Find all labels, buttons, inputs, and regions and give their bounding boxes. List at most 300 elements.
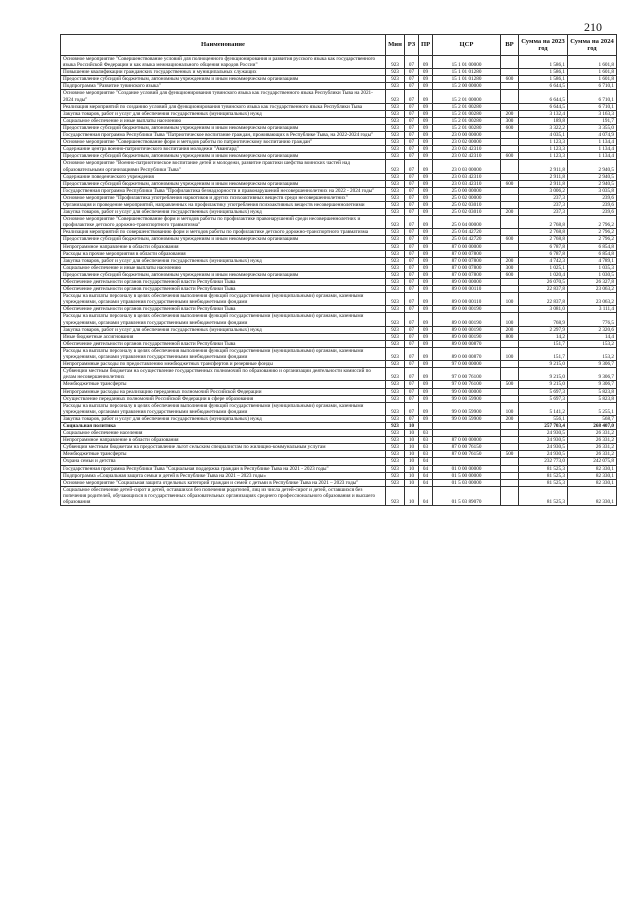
cell-pr: 09 xyxy=(419,271,433,278)
cell-vr: 200 xyxy=(501,110,519,117)
cell-sum-2023: 5 141,2 xyxy=(519,402,568,415)
cell-name: Предоставление субсидий бюджетным, автономным учреждениям и иным некоммерческим организациям xyxy=(61,236,386,243)
cell-name: Непрограммные расходы на реализацию переданных полномочий Российской Федерации xyxy=(61,388,386,395)
cell-sum-2024: 2 796,2 xyxy=(568,236,617,243)
cell-rz: 07 xyxy=(405,83,419,90)
budget-table xyxy=(60,34,617,506)
cell-name: Основное мероприятие "Совершенствование условий для полноценного функционирования и развития русского языка как государственного языка Российской Федерации и как языка межнационального общения народов России" xyxy=(61,56,386,69)
cell-min: 923 xyxy=(386,229,405,236)
cell-sum-2024: 6 854,8 xyxy=(568,243,617,250)
cell-sum-2023: 24 930,5 xyxy=(519,437,568,444)
table-row xyxy=(61,110,617,117)
cell-vr xyxy=(501,216,519,229)
cell-sum-2023: 24 930,5 xyxy=(519,444,568,451)
cell-name: Подпрограмма "Развитие тувинского языка" xyxy=(61,83,386,90)
cell-rz: 07 xyxy=(405,340,419,347)
cell-sum-2024: 9 306,7 xyxy=(568,381,617,388)
cell-sum-2024: 1 601,8 xyxy=(568,76,617,83)
cell-sum-2023: 1 020,4 xyxy=(519,271,568,278)
cell-sum-2023: 189,8 xyxy=(519,117,568,124)
table-row xyxy=(61,146,617,153)
cell-sum-2024: 2 940,5 xyxy=(568,173,617,180)
cell-name: Основное мероприятие "Совершенствование форм и методов работы по патриотическому воспитанию граждан" xyxy=(61,139,386,146)
cell-name: Расходы на выплаты персоналу в целях обеспечения выполнения функций государственными (муниципальными) органами, казенными учреждениями, органами управления государственными внебюджетными фондами xyxy=(61,293,386,306)
cell-rz: 10 xyxy=(405,458,419,465)
cell-pr: 09 xyxy=(419,368,433,381)
cell-sum-2024: 26 331,2 xyxy=(568,430,617,437)
cell-name: Предоставление субсидий бюджетным, автономным учреждениям и иным некоммерческим организациям xyxy=(61,180,386,187)
cell-csr: 89 0 00 00110 xyxy=(433,293,501,306)
cell-csr: 23 0 02 00000 xyxy=(433,139,501,146)
cell-sum-2024: 5 823,8 xyxy=(568,395,617,402)
cell-vr: 200 xyxy=(501,209,519,216)
cell-sum-2023: 5 697,3 xyxy=(519,388,568,395)
table-row xyxy=(61,236,617,243)
cell-csr: 87 0 00 07800 xyxy=(433,250,501,257)
cell-pr: 09 xyxy=(419,243,433,250)
cell-sum-2023: 9 215,0 xyxy=(519,368,568,381)
cell-pr: 09 xyxy=(419,279,433,286)
cell-sum-2023: 6 787,8 xyxy=(519,250,568,257)
cell-sum-2024: 1 134,4 xyxy=(568,139,617,146)
cell-sum-2024: 568,7 xyxy=(568,415,617,422)
cell-csr: 89 0 00 00870 xyxy=(433,340,501,347)
cell-sum-2024: 23 063,2 xyxy=(568,286,617,293)
cell-name: Иные бюджетные ассигнования xyxy=(61,333,386,340)
cell-sum-2024: 191,7 xyxy=(568,117,617,124)
cell-sum-2024: 1 601,8 xyxy=(568,69,617,76)
cell-pr: 09 xyxy=(419,132,433,139)
cell-sum-2024: 3 111,4 xyxy=(568,306,617,313)
cell-rz: 07 xyxy=(405,293,419,306)
cell-pr: 03 xyxy=(419,437,433,444)
cell-sum-2023: 2 297,9 xyxy=(519,326,568,333)
cell-sum-2023: 2 768,8 xyxy=(519,216,568,229)
cell-pr: 03 xyxy=(419,451,433,458)
cell-sum-2024: 5 255,1 xyxy=(568,402,617,415)
cell-pr xyxy=(419,422,433,429)
cell-vr xyxy=(501,173,519,180)
cell-name: Закупка товаров, работ и услуг для обеспечения государственных (муниципальных) нужд xyxy=(61,110,386,117)
cell-csr: 25 0 02 00000 xyxy=(433,194,501,201)
cell-rz: 07 xyxy=(405,194,419,201)
cell-min: 923 xyxy=(386,333,405,340)
cell-csr: 99 0 00 59900 xyxy=(433,415,501,422)
cell-sum-2024: 4 074,9 xyxy=(568,132,617,139)
cell-vr xyxy=(501,286,519,293)
table-row xyxy=(61,250,617,257)
cell-sum-2024: 2 796,2 xyxy=(568,229,617,236)
cell-vr: 600 xyxy=(501,236,519,243)
cell-vr xyxy=(501,437,519,444)
cell-vr xyxy=(501,368,519,381)
cell-pr: 09 xyxy=(419,402,433,415)
cell-sum-2024: 242 075,8 xyxy=(568,458,617,465)
cell-rz: 07 xyxy=(405,76,419,83)
cell-rz: 07 xyxy=(405,243,419,250)
cell-sum-2023: 22 837,8 xyxy=(519,286,568,293)
cell-csr: 25 0 04 42720 xyxy=(433,229,501,236)
cell-pr: 09 xyxy=(419,187,433,194)
cell-sum-2024: 1 030,5 xyxy=(568,271,617,278)
cell-name: Расходы на выплаты персоналу в целях обеспечения выполнения функций государственными (муниципальными) органами, казенными учреждениями, органами управления государственными внебюджетными фондами xyxy=(61,402,386,415)
cell-pr: 09 xyxy=(419,388,433,395)
cell-pr: 09 xyxy=(419,160,433,173)
cell-pr: 09 xyxy=(419,264,433,271)
cell-sum-2023: 81 525,3 xyxy=(519,472,568,479)
cell-min: 923 xyxy=(386,209,405,216)
cell-vr xyxy=(501,146,519,153)
cell-sum-2024: 1 601,8 xyxy=(568,56,617,69)
cell-rz: 07 xyxy=(405,388,419,395)
cell-min: 923 xyxy=(386,395,405,402)
table-row xyxy=(61,306,617,313)
cell-min: 923 xyxy=(386,124,405,131)
cell-csr: 25 0 04 00000 xyxy=(433,216,501,229)
cell-min: 923 xyxy=(386,90,405,103)
cell-vr xyxy=(501,69,519,76)
cell-vr: 100 xyxy=(501,347,519,360)
cell-name: Социальное обеспечение детей-сирот и детей, оставшихся без попечения родителей, лиц из числа детей-сирот и детей, оставшихся без попечения родителей, обучающихся в государственных образовательных организациях среднего профессионального образования и высшего образования xyxy=(61,486,386,505)
cell-pr: 09 xyxy=(419,216,433,229)
cell-vr: 200 xyxy=(501,326,519,333)
cell-pr: 09 xyxy=(419,333,433,340)
cell-rz: 07 xyxy=(405,306,419,313)
cell-min: 923 xyxy=(386,361,405,368)
table-row xyxy=(61,479,617,486)
cell-pr: 09 xyxy=(419,117,433,124)
cell-csr: 15 2 01 00280 xyxy=(433,103,501,110)
cell-sum-2023: 24 930,5 xyxy=(519,451,568,458)
cell-csr: 97 0 00 76100 xyxy=(433,381,501,388)
cell-min: 923 xyxy=(386,56,405,69)
cell-sum-2023: 1 123,3 xyxy=(519,153,568,160)
cell-pr: 03 xyxy=(419,430,433,437)
cell-sum-2023: 2 768,8 xyxy=(519,236,568,243)
table-row xyxy=(61,103,617,110)
table-row xyxy=(61,243,617,250)
cell-rz: 10 xyxy=(405,444,419,451)
cell-pr: 09 xyxy=(419,286,433,293)
cell-sum-2023: 6 644,5 xyxy=(519,83,568,90)
cell-rz: 07 xyxy=(405,180,419,187)
cell-min: 923 xyxy=(386,293,405,306)
cell-sum-2024: 26 327,8 xyxy=(568,279,617,286)
cell-sum-2024: 6 710,1 xyxy=(568,90,617,103)
cell-min: 923 xyxy=(386,430,405,437)
cell-sum-2024: 6 710,1 xyxy=(568,83,617,90)
cell-sum-2023: 237,3 xyxy=(519,201,568,208)
table-row xyxy=(61,76,617,83)
table-row xyxy=(61,69,617,76)
cell-vr: 100 xyxy=(501,402,519,415)
cell-vr xyxy=(501,201,519,208)
col-header-vr: ВР xyxy=(501,35,519,56)
cell-rz: 07 xyxy=(405,110,419,117)
cell-sum-2023: 1 123,3 xyxy=(519,139,568,146)
cell-min: 923 xyxy=(386,146,405,153)
cell-rz: 07 xyxy=(405,132,419,139)
cell-name: Государственная программа Республики Тыва "Социальная поддержка граждан в Республике Тыва на 2021 - 2023 годы" xyxy=(61,465,386,472)
cell-csr: 01 5 00 00000 xyxy=(433,472,501,479)
cell-csr: 89 0 00 00190 xyxy=(433,333,501,340)
cell-pr: 09 xyxy=(419,90,433,103)
cell-pr: 09 xyxy=(419,124,433,131)
cell-min: 923 xyxy=(386,180,405,187)
cell-rz: 07 xyxy=(405,173,419,180)
cell-sum-2023: 2 911,8 xyxy=(519,180,568,187)
cell-min: 923 xyxy=(386,279,405,286)
cell-pr: 09 xyxy=(419,194,433,201)
cell-vr xyxy=(501,430,519,437)
cell-rz: 07 xyxy=(405,313,419,326)
cell-rz: 10 xyxy=(405,479,419,486)
cell-rz: 07 xyxy=(405,286,419,293)
table-row xyxy=(61,139,617,146)
cell-rz: 10 xyxy=(405,465,419,472)
cell-vr: 500 xyxy=(501,381,519,388)
table-row xyxy=(61,229,617,236)
cell-csr: 01 5 03 00000 xyxy=(433,479,501,486)
table-row xyxy=(61,465,617,472)
col-header-rz: РЗ xyxy=(405,35,419,56)
table-row xyxy=(61,257,617,264)
cell-name: Закупка товаров, работ и услуг для обеспечения государственных (муниципальных) нужд xyxy=(61,415,386,422)
cell-csr: 87 0 00 76150 xyxy=(433,444,501,451)
cell-vr xyxy=(501,250,519,257)
cell-csr: 99 0 00 59900 xyxy=(433,395,501,402)
cell-sum-2024: 23 063,2 xyxy=(568,293,617,306)
cell-pr: 03 xyxy=(419,444,433,451)
table-row xyxy=(61,279,617,286)
col-header-name: Наименование xyxy=(61,35,386,56)
cell-sum-2024: 82 330,1 xyxy=(568,486,617,505)
cell-csr: 87 0 00 07800 xyxy=(433,271,501,278)
cell-csr: 25 0 00 00000 xyxy=(433,187,501,194)
cell-min: 923 xyxy=(386,306,405,313)
cell-pr: 09 xyxy=(419,110,433,117)
table-row xyxy=(61,422,617,429)
cell-rz: 07 xyxy=(405,216,419,229)
cell-csr: 01 5 03 89070 xyxy=(433,486,501,505)
cell-name: Социальное обеспечение и иные выплаты населению xyxy=(61,264,386,271)
cell-pr: 09 xyxy=(419,180,433,187)
cell-min: 923 xyxy=(386,444,405,451)
cell-name: Основное мероприятие "Социальная защита отдельных категорий граждан и семей с детьми в Республике Тыва на 2021 – 2023 годы" xyxy=(61,479,386,486)
cell-pr: 09 xyxy=(419,293,433,306)
cell-min: 923 xyxy=(386,326,405,333)
cell-pr: 09 xyxy=(419,146,433,153)
cell-csr: 15 1 01 01280 xyxy=(433,76,501,83)
cell-rz: 10 xyxy=(405,451,419,458)
cell-sum-2023: 9 215,0 xyxy=(519,361,568,368)
cell-name: Реализация мероприятий по созданию условий для функционирования тувинского языка как государственного языка Республики Тыва xyxy=(61,103,386,110)
cell-vr xyxy=(501,361,519,368)
cell-pr: 09 xyxy=(419,173,433,180)
cell-rz: 07 xyxy=(405,153,419,160)
cell-min: 923 xyxy=(386,83,405,90)
cell-sum-2023: 768,9 xyxy=(519,313,568,326)
cell-sum-2024: 2 940,5 xyxy=(568,180,617,187)
table-row xyxy=(61,486,617,505)
cell-rz: 10 xyxy=(405,486,419,505)
table-body xyxy=(61,56,617,506)
cell-sum-2023: 3 081,0 xyxy=(519,306,568,313)
cell-pr: 09 xyxy=(419,395,433,402)
cell-csr: 87 0 00 00000 xyxy=(433,243,501,250)
cell-rz: 07 xyxy=(405,361,419,368)
cell-vr xyxy=(501,229,519,236)
cell-min: 923 xyxy=(386,486,405,505)
cell-min: 923 xyxy=(386,243,405,250)
cell-sum-2023: 237,3 xyxy=(519,194,568,201)
cell-sum-2024: 268 407,0 xyxy=(568,422,617,429)
cell-sum-2023: 2 911,8 xyxy=(519,173,568,180)
col-header-csr: ЦСР xyxy=(433,35,501,56)
cell-csr: 25 0 02 03010 xyxy=(433,209,501,216)
cell-vr xyxy=(501,103,519,110)
table-row xyxy=(61,153,617,160)
cell-vr xyxy=(501,472,519,479)
cell-sum-2023: 1 586,1 xyxy=(519,76,568,83)
cell-vr xyxy=(501,139,519,146)
cell-pr: 09 xyxy=(419,83,433,90)
cell-pr: 09 xyxy=(419,236,433,243)
cell-name: Содержание поведенческого учреждения xyxy=(61,173,386,180)
cell-pr: 09 xyxy=(419,361,433,368)
cell-pr: 09 xyxy=(419,76,433,83)
table-row xyxy=(61,313,617,326)
table-row xyxy=(61,402,617,415)
cell-vr xyxy=(501,160,519,173)
cell-vr: 300 xyxy=(501,117,519,124)
cell-sum-2024: 26 331,2 xyxy=(568,444,617,451)
cell-min: 923 xyxy=(386,451,405,458)
cell-csr: 15 1 01 00000 xyxy=(433,56,501,69)
cell-csr: 87 0 00 07800 xyxy=(433,257,501,264)
cell-name: Осуществление переданных полномочий Российской Федерации в сфере образования xyxy=(61,395,386,402)
col-header-sum-2023: Сумма на 2023 год xyxy=(519,35,568,56)
cell-rz: 07 xyxy=(405,187,419,194)
cell-pr: 09 xyxy=(419,257,433,264)
cell-sum-2023: 4 742,3 xyxy=(519,257,568,264)
cell-sum-2024: 82 330,1 xyxy=(568,479,617,486)
cell-sum-2024: 239,6 xyxy=(568,201,617,208)
cell-sum-2024: 2 320,6 xyxy=(568,326,617,333)
cell-pr: 04 xyxy=(419,472,433,479)
cell-name: Социальная политика xyxy=(61,422,386,429)
cell-min: 923 xyxy=(386,472,405,479)
cell-pr: 04 xyxy=(419,479,433,486)
table-row xyxy=(61,56,617,69)
cell-pr: 09 xyxy=(419,229,433,236)
cell-rz: 07 xyxy=(405,333,419,340)
cell-vr xyxy=(501,279,519,286)
cell-min: 923 xyxy=(386,103,405,110)
cell-sum-2023: 9 215,0 xyxy=(519,381,568,388)
table-row xyxy=(61,90,617,103)
cell-vr xyxy=(501,388,519,395)
table-row xyxy=(61,472,617,479)
cell-min: 923 xyxy=(386,216,405,229)
cell-min: 923 xyxy=(386,257,405,264)
cell-rz: 07 xyxy=(405,368,419,381)
cell-name: Закупка товаров, работ и услуг для обеспечения государственных (муниципальных) нужд xyxy=(61,209,386,216)
cell-name: Социальное обеспечение населения xyxy=(61,430,386,437)
cell-sum-2024: 9 306,7 xyxy=(568,368,617,381)
cell-name: Обеспечение деятельности органов государственной власти Республики Тыва xyxy=(61,306,386,313)
cell-min: 923 xyxy=(386,381,405,388)
cell-rz: 07 xyxy=(405,229,419,236)
table-header-row xyxy=(61,35,617,56)
cell-csr xyxy=(433,430,501,437)
cell-name: Предоставление субсидий бюджетным, автономным учреждениям и иным некоммерческим организациям xyxy=(61,271,386,278)
cell-vr xyxy=(501,486,519,505)
table-row xyxy=(61,117,617,124)
cell-sum-2024: 2 796,2 xyxy=(568,216,617,229)
cell-vr xyxy=(501,422,519,429)
cell-name: Закупка товаров, работ и услуг для обеспечения государственных (муниципальных) нужд xyxy=(61,257,386,264)
cell-min: 923 xyxy=(386,271,405,278)
table-row xyxy=(61,326,617,333)
cell-vr xyxy=(501,340,519,347)
cell-vr: 500 xyxy=(501,451,519,458)
table-row xyxy=(61,333,617,340)
cell-csr: 99 0 00 59900 xyxy=(433,402,501,415)
cell-pr: 09 xyxy=(419,313,433,326)
cell-sum-2023: 151,7 xyxy=(519,347,568,360)
cell-name: Предоставление субсидий бюджетным, автономным учреждениям и иным некоммерческим организациям xyxy=(61,76,386,83)
cell-sum-2023: 2 911,8 xyxy=(519,160,568,173)
cell-sum-2024: 82 330,1 xyxy=(568,465,617,472)
cell-csr: 23 0 00 00000 xyxy=(433,132,501,139)
cell-name: Охрана семьи и детства xyxy=(61,458,386,465)
cell-sum-2024: 153,2 xyxy=(568,340,617,347)
table-row xyxy=(61,395,617,402)
table-row xyxy=(61,293,617,306)
cell-name: Расходы на выплаты персоналу в целях обеспечения выполнения функций государственными (муниципальными) органами, казенными учреждениями, органами управления государственными внебюджетными фондами xyxy=(61,313,386,326)
table-row xyxy=(61,381,617,388)
cell-min: 923 xyxy=(386,187,405,194)
cell-rz: 07 xyxy=(405,271,419,278)
cell-rz: 07 xyxy=(405,236,419,243)
cell-sum-2024: 4 789,1 xyxy=(568,257,617,264)
cell-csr: 89 0 00 00000 xyxy=(433,279,501,286)
cell-sum-2024: 1 134,4 xyxy=(568,153,617,160)
table-row xyxy=(61,368,617,381)
cell-sum-2023: 5 697,3 xyxy=(519,395,568,402)
cell-name: Закупка товаров, работ и услуг для обеспечения государственных (муниципальных) нужд xyxy=(61,326,386,333)
cell-sum-2023: 4 035,1 xyxy=(519,132,568,139)
cell-csr: 23 0 03 00000 xyxy=(433,160,501,173)
table-row xyxy=(61,180,617,187)
cell-csr: 15 2 01 00280 xyxy=(433,117,501,124)
table-row xyxy=(61,458,617,465)
cell-pr: 09 xyxy=(419,250,433,257)
cell-name: Государственная программа Республики Тыва "Патриотическое воспитание граждан, проживающих в Республике Тыва, на 2022-2024 годы" xyxy=(61,132,386,139)
cell-sum-2024: 26 331,2 xyxy=(568,437,617,444)
cell-sum-2023: 6 644,5 xyxy=(519,103,568,110)
cell-csr: 87 0 00 07800 xyxy=(433,264,501,271)
cell-vr: 300 xyxy=(501,264,519,271)
cell-name: Предоставление субсидий бюджетным, автономным учреждениям и иным некоммерческим организациям xyxy=(61,124,386,131)
cell-name: Непрограммное направление в области образования xyxy=(61,437,386,444)
cell-rz: 07 xyxy=(405,201,419,208)
cell-csr: 23 0 03 42310 xyxy=(433,180,501,187)
cell-sum-2023: 556,1 xyxy=(519,415,568,422)
col-header-sum-2024: Сумма на 2024 год xyxy=(568,35,617,56)
cell-sum-2023: 232 773,0 xyxy=(519,458,568,465)
